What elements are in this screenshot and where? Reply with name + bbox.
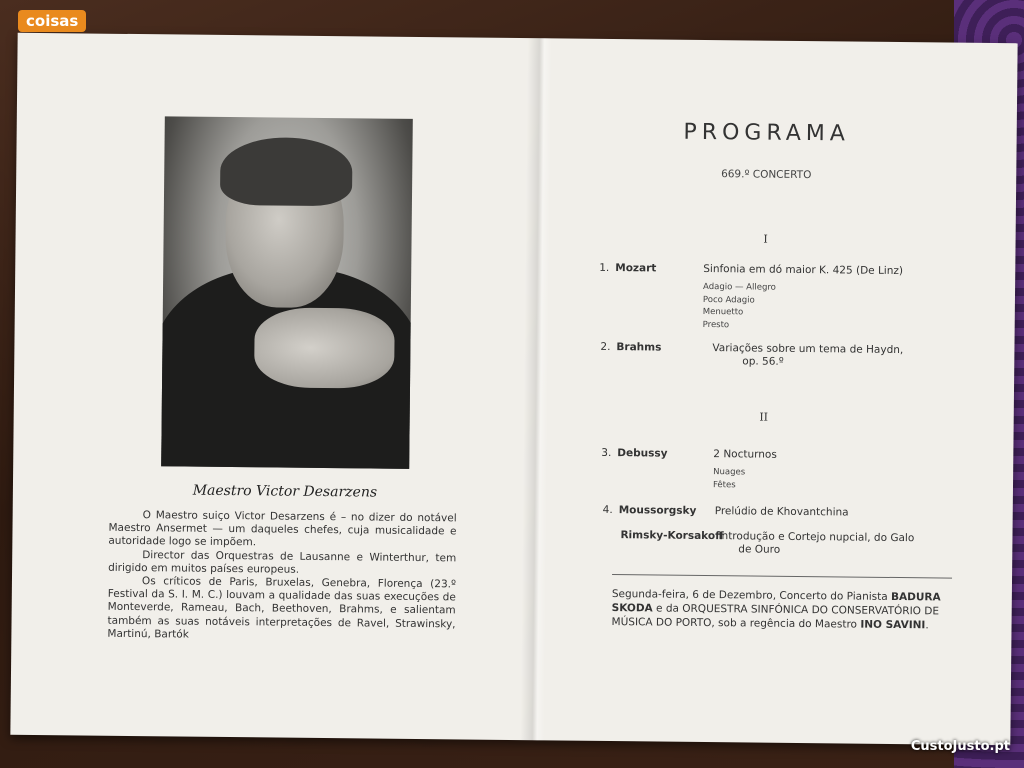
bio-paragraph: O Maestro suiço Victor Desarzens é – no dizer do notável Maestro Ansermet — um daqueles chefes, cuja musicalidade e autoridade logo se impõem. xyxy=(108,509,457,549)
conductor-name: INO SAVINI xyxy=(860,618,926,632)
bio-paragraph: Director das Orquestras de Lausanne e Winterthur, tem dirigido em muitos países europeus. xyxy=(108,548,457,576)
program-title: PROGRAMA xyxy=(683,119,851,147)
part-one-heading: I xyxy=(763,232,768,246)
site-url-watermark: CustoJusto.pt xyxy=(910,739,1010,754)
work-title: 2 Nocturnos xyxy=(713,448,777,461)
center-fold xyxy=(520,38,551,740)
work-title-continued: op. 56.º xyxy=(742,355,784,368)
composer-name: Moussorgsky xyxy=(618,504,697,517)
pianist-name: BADURA SKODA xyxy=(611,590,941,615)
composer-name: Debussy xyxy=(617,447,668,460)
work-title: Sinfonia em dó maior K. 425 (De Linz) xyxy=(703,262,904,278)
conductor-biography xyxy=(107,509,456,645)
work-title: Introdução e Cortejo nupcial, do Galo xyxy=(718,530,915,545)
site-logo-watermark: coisas xyxy=(18,10,86,32)
next-concert-announcement: Segunda-feira, 6 de Dezembro, Concerto do Pianista BADURA SKODA e da ORQUESTRA SINFÓNICA DO CONSERVATÓRIO DE MÚSICA DO PORTO, sob a regência do Maestro INO SAVINI. xyxy=(611,588,941,632)
movement: Presto xyxy=(702,319,730,330)
movement: Poco Adagio xyxy=(702,294,755,306)
movement: Adagio — Allegro xyxy=(703,281,776,293)
composer-name: Rimsky-Korsakoff xyxy=(620,529,724,543)
composer-name: Brahms xyxy=(616,341,662,354)
item-number: 1. xyxy=(599,261,610,274)
work-title: Variações sobre um tema de Haydn, xyxy=(712,342,904,357)
movement-list xyxy=(703,281,776,332)
work-title-continued: de Ouro xyxy=(738,543,781,556)
item-number: 2. xyxy=(600,340,611,354)
conductor-portrait-photo xyxy=(161,116,413,469)
item-number: 3. xyxy=(601,446,612,460)
concert-program-sheet xyxy=(10,33,1017,745)
part-two-heading: II xyxy=(759,410,769,424)
movement-list xyxy=(713,466,745,491)
section-divider xyxy=(612,574,952,579)
item-number: 4. xyxy=(602,503,613,517)
bio-paragraph: Os críticos de Paris, Bruxelas, Genebra, Florença (23.º Festival da S. I. M. C.) louvam a qualidade das suas execuções de Monteverde, Rameau, Bach, Beethoven, Brahms, e salientam também as suas notáveis interpretações de Ravel, Strawinsky, Martinú, Bartók xyxy=(107,575,457,641)
work-title: Prelúdio de Khovantchina xyxy=(714,505,849,519)
movement: Fêtes xyxy=(712,479,736,490)
movement: Nuages xyxy=(713,467,746,478)
portrait-caption: Maestro Victor Desarzens xyxy=(192,482,378,501)
movement: Menuetto xyxy=(702,306,744,318)
concert-number: 669.º CONCERTO xyxy=(721,168,812,182)
composer-name: Mozart xyxy=(615,262,657,275)
